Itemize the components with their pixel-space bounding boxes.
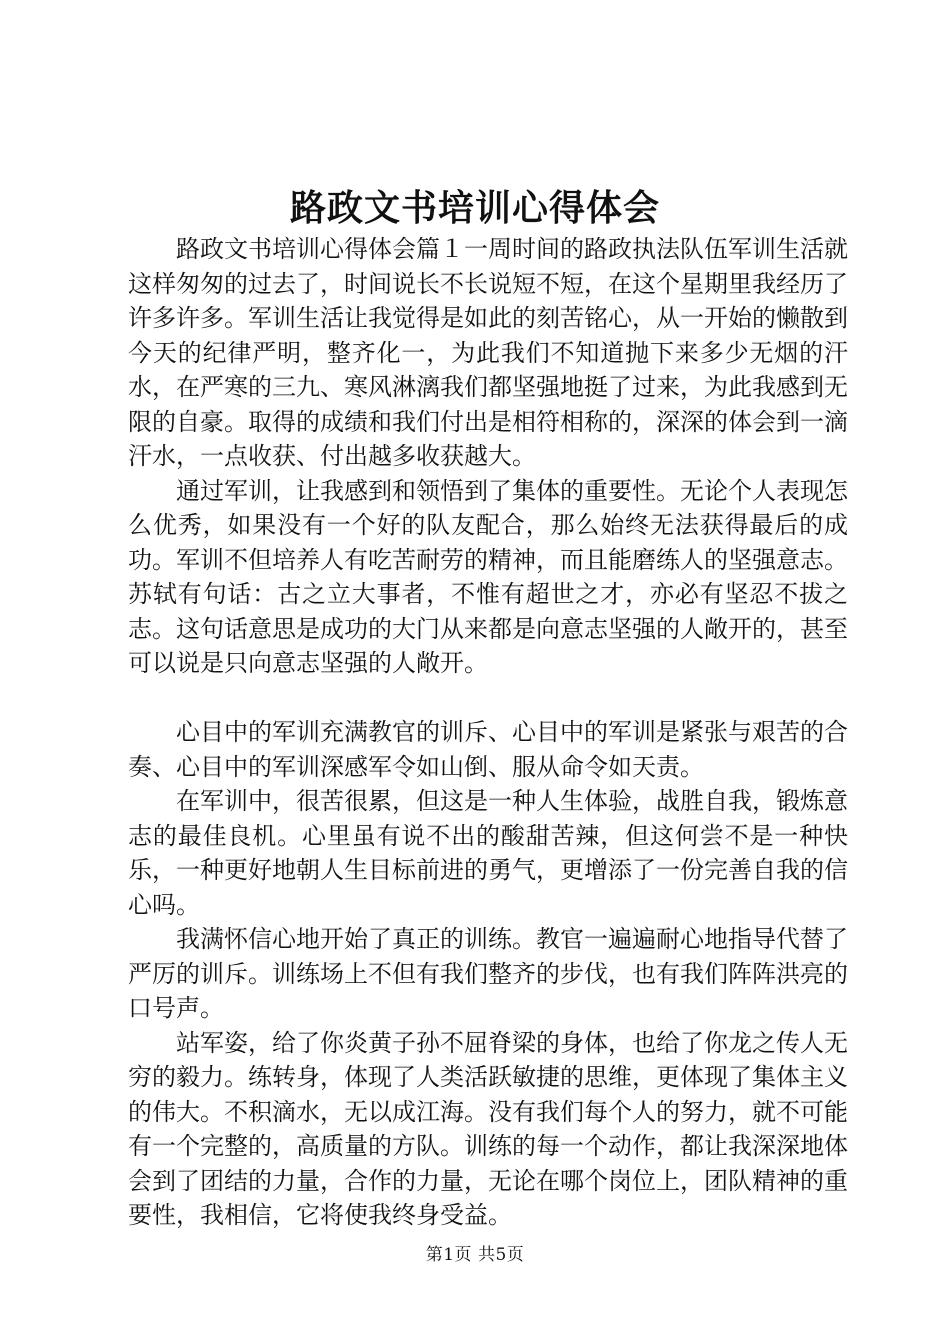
page-footer: 第1页 共5页 (425, 1245, 525, 1265)
document-title: 路政文书培训心得体会 (289, 187, 660, 229)
paragraph-2: 通过军训，让我感到和领悟到了集体的重要性。无论个人表现怎么优秀，如果没有一个好的队友配合，那么始终无法获得最后的成功。军训不但培养人有吃苦耐劳的精神，而且能磨练人的坚强意志。苏轼有句话：古之立大事者，不惟有超世之才，亦必有坚忍不拔之志。这句话意思是成功的大门从来都是向意志坚强的人敞开的，甚至可以说是只向意志坚强的人敞开。 (128, 476, 848, 677)
document-body (128, 232, 848, 1233)
paragraph-6: 站军姿，给了你炎黄子孙不屈脊梁的身体，也给了你龙之传人无穷的毅力。练转身，体现了人类活跃敏捷的思维，更体现了集体主义的伟大。不积滴水，无以成江海。没有我们每个人的努力，就不可能有一个完整的，高质量的方队。训练的每一个动作，都让我深深地体会到了团结的力量，合作的力量，无论在哪个岗位上，团队精神的重要性，我相信，它将使我终身受益。 (128, 1028, 848, 1229)
paragraph-1: 路政文书培训心得体会篇１一周时间的路政执法队伍军训生活就这样匆匆的过去了，时间说长不长说短不短，在这个星期里我经历了许多许多。军训生活让我觉得是如此的刻苦铭心，从一开始的懒散到今天的纪律严明，整齐化一，为此我们不知道抛下来多少无烟的汗水，在严寒的三九、寒风淋漓我们都坚强地挺了过来，为此我感到无限的自豪。取得的成绩和我们付出是相符相称的，深深的体会到一滴汗水，一点收获、付出越多收获越大。 (128, 235, 848, 470)
paragraph-3: 心目中的军训充满教官的训斥、心目中的军训是紧张与艰苦的合奏、心目中的军训深感军令如山倒、服从命令如天责。 (128, 718, 848, 781)
paragraph-5: 我满怀信心地开始了真正的训练。教官一遍遍耐心地指导代替了严厉的训斥。训练场上不但有我们整齐的步伐，也有我们阵阵洪亮的口号声。 (128, 925, 848, 1022)
paragraph-4: 在军训中，很苦很累，但这是一种人生体验，战胜自我，锻炼意志的最佳良机。心里虽有说不出的酸甜苦辣，但这何尝不是一种快乐，一种更好地朝人生目标前进的勇气，更增添了一份完善自我的信心吗。 (128, 787, 848, 919)
